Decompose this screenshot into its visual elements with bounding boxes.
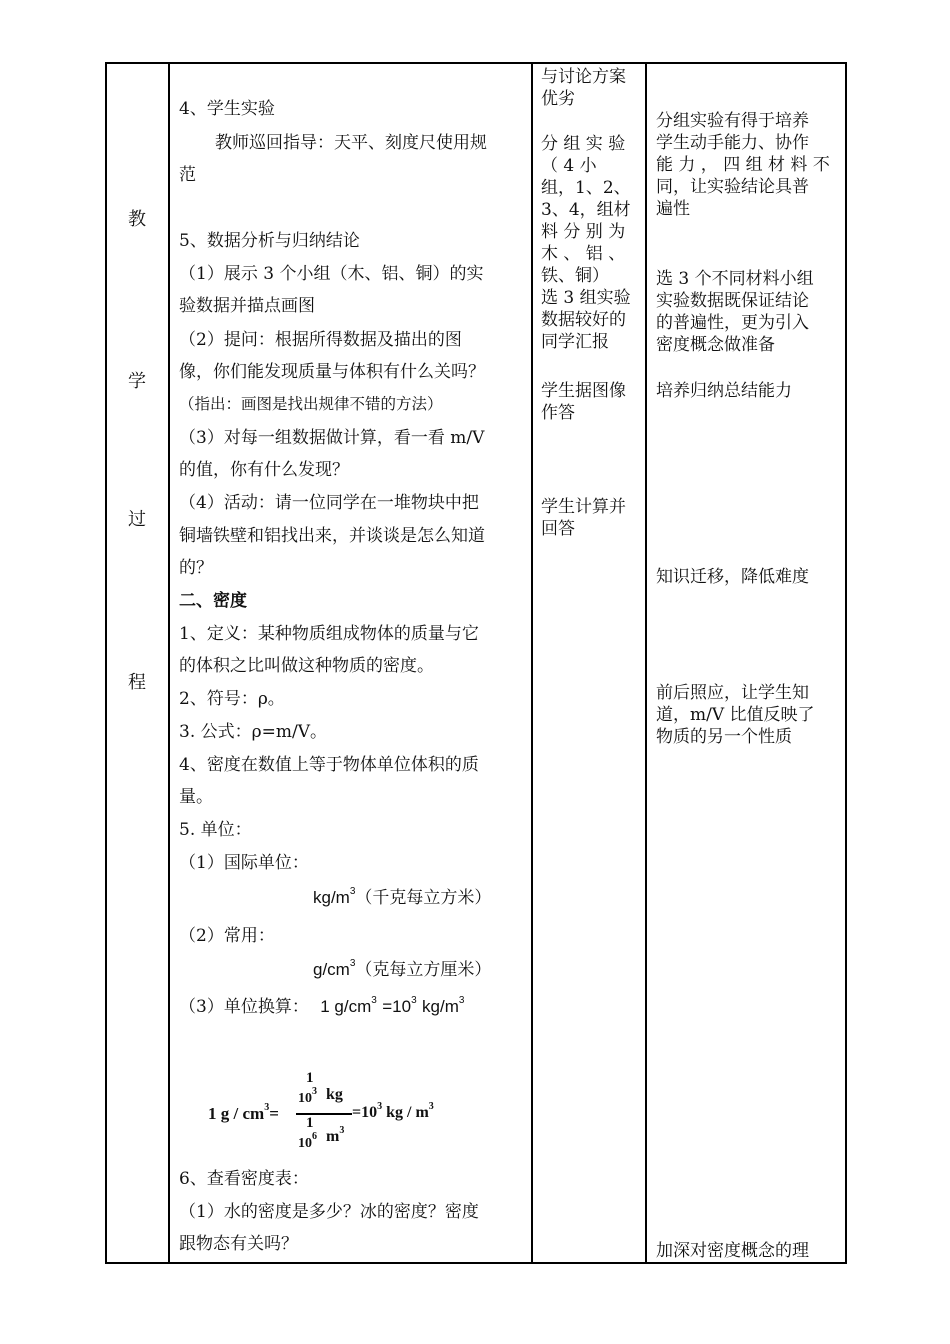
activity-line: 铁、铜） xyxy=(541,266,609,286)
content-line: 跟物态有关吗？ xyxy=(179,1234,298,1254)
unit-name: （克每立方厘米） xyxy=(355,960,492,980)
unit-name: （千克每立方米） xyxy=(355,888,492,908)
activity-line: 同学汇报 xyxy=(541,332,609,352)
fraction-bar xyxy=(296,1113,352,1115)
table-border-left xyxy=(105,62,107,1264)
content-line: 4、密度在数值上等于物体单位体积的质 xyxy=(179,755,479,775)
content-line: 教师巡回指导：天平、刻度尺使用规 xyxy=(215,133,487,153)
activity-line: 回答 xyxy=(541,519,575,539)
content-line: 的？ xyxy=(179,558,213,578)
formula-rhs-unit: kg / m xyxy=(382,1104,429,1121)
content-line: （2）提问：根据所得数据及描出的图 xyxy=(179,330,462,350)
content-note: （指出：画图是找出规律不错的方法） xyxy=(179,395,443,413)
table-border-bottom xyxy=(105,1262,846,1264)
activity-line: 作答 xyxy=(541,403,575,423)
section-label-char: 程 xyxy=(128,672,146,693)
activity-line: 学生据图像 xyxy=(541,381,626,401)
conversion-label: （3）单位换算： xyxy=(179,997,309,1017)
content-line: 范 xyxy=(179,165,196,185)
activity-line: 优劣 xyxy=(541,89,575,109)
intent-line: 的普遍性，更为引入 xyxy=(656,313,809,333)
content-line: 量。 xyxy=(179,787,213,807)
formula-equals: = xyxy=(352,1104,362,1121)
section-label-char: 过 xyxy=(128,509,146,530)
table-border-top xyxy=(105,62,846,64)
conversion-unit: kg/m xyxy=(422,997,459,1016)
table-divider-3 xyxy=(645,62,647,1264)
formula-lhs xyxy=(208,1104,279,1124)
conversion-exp: 3 xyxy=(371,995,377,1007)
content-line: 的体积之比叫做这种物质的密度。 xyxy=(179,656,434,676)
intent-line: 同，让实验结论具普 xyxy=(656,177,809,197)
content-line: 2、符号：ρ。 xyxy=(179,689,285,709)
activity-line: 3、4，组材 xyxy=(541,200,631,220)
content-line: 4、学生实验 xyxy=(179,99,275,119)
conversion-formula xyxy=(200,1070,460,1158)
unit-exponent: 3 xyxy=(349,886,356,898)
intent-line: 道，m/V 比值反映了 xyxy=(656,705,815,725)
formula-exp: 3 xyxy=(428,1100,434,1112)
conversion-eq: =10 xyxy=(382,997,412,1016)
section-label-char: 教 xyxy=(128,209,146,230)
conversion-lhs: 1 g/cm xyxy=(320,997,372,1016)
formula-exp: 3 xyxy=(339,1124,345,1136)
content-line: （3）对每一组数据做计算，看一看 m/V xyxy=(179,428,485,448)
content-line: （1）水的密度是多少？冰的密度？密度 xyxy=(179,1202,479,1222)
activity-line: （ 4 小 xyxy=(541,156,597,176)
content-line: 1、定义：某种物质组成物体的质量与它 xyxy=(179,624,479,644)
content-line: 的值，你有什么发现？ xyxy=(179,460,349,480)
formula-num-2 xyxy=(298,1086,317,1107)
content-line: 5. 单位： xyxy=(179,820,252,840)
intent-line: 选 3 个不同材料小组 xyxy=(656,269,814,289)
content-line: 3. 公式：ρ=m/V。 xyxy=(179,722,327,742)
formula-equals: = xyxy=(269,1104,279,1123)
activity-line: 数据较好的 xyxy=(541,310,626,330)
activity-line: 选 3 组实验 xyxy=(541,288,631,308)
content-line: （4）活动：请一位同学在一堆物块中把 xyxy=(179,493,479,513)
formula-exp: 3 xyxy=(377,1100,383,1112)
unit-si xyxy=(313,887,491,909)
activity-line: 组，1、2、 xyxy=(541,178,631,198)
formula-den-base: 10 xyxy=(298,1136,312,1151)
unit-common xyxy=(313,959,491,981)
formula-num-1: 1 xyxy=(306,1070,314,1086)
activity-line: 分 组 实 验 xyxy=(541,134,626,154)
formula-exp: 3 xyxy=(264,1102,270,1114)
intent-line: 前后照应，让学生知 xyxy=(656,683,809,703)
content-line: 5、数据分析与归纳结论 xyxy=(179,231,360,251)
content-line: （1）展示 3 个小组（木、铝、铜）的实 xyxy=(179,264,484,284)
intent-line: 学生动手能力、协作 xyxy=(656,133,809,153)
formula-exp: 3 xyxy=(312,1086,317,1098)
formula-exp: 6 xyxy=(312,1131,317,1143)
intent-line: 能 力 ， 四 组 材 料 不 xyxy=(656,155,830,175)
formula-den-2 xyxy=(298,1131,317,1152)
unit-conversion xyxy=(179,996,464,1018)
activity-line: 与讨论方案 xyxy=(541,67,626,87)
content-line: 像，你们能发现质量与体积有什么关吗？ xyxy=(179,362,485,382)
content-line: 6、查看密度表： xyxy=(179,1169,309,1189)
intent-line: 加深对密度概念的理 xyxy=(656,1241,809,1261)
intent-line: 遍性 xyxy=(656,199,690,219)
formula-lhs-text: 1 g / cm xyxy=(208,1104,265,1123)
intent-line: 培养归纳总结能力 xyxy=(656,381,792,401)
table-divider-1 xyxy=(168,62,170,1264)
activity-line: 木 、 铝 、 xyxy=(541,244,626,264)
intent-line: 分组实验有得于培养 xyxy=(656,111,809,131)
activity-line: 学生计算并 xyxy=(541,497,626,517)
unit-symbol: kg/m xyxy=(313,888,350,907)
formula-m3 xyxy=(326,1124,345,1146)
section-label-char: 学 xyxy=(128,371,146,392)
intent-line: 密度概念做准备 xyxy=(656,335,775,355)
intent-line: 知识迁移，降低难度 xyxy=(656,567,809,587)
content-line: 铜墙铁壁和铝找出来，并谈谈是怎么知道 xyxy=(179,526,485,546)
table-divider-2 xyxy=(531,62,533,1264)
intent-line: 实验数据既保证结论 xyxy=(656,291,809,311)
content-line: （2）常用： xyxy=(179,926,275,946)
formula-rhs xyxy=(352,1100,434,1122)
content-line: （1）国际单位： xyxy=(179,853,309,873)
formula-den-1: 1 xyxy=(306,1115,314,1131)
unit-symbol: g/cm xyxy=(313,960,350,979)
conversion-exp: 3 xyxy=(411,995,417,1007)
formula-kg: kg xyxy=(326,1086,343,1103)
content-line: 验数据并描点画图 xyxy=(179,296,315,316)
section-heading: 二、密度 xyxy=(179,591,247,611)
table-border-right xyxy=(845,62,847,1264)
formula-num-base: 10 xyxy=(298,1091,312,1106)
unit-exponent: 3 xyxy=(349,958,356,970)
formula-m-base: m xyxy=(326,1128,340,1145)
conversion-exp: 3 xyxy=(458,995,465,1007)
formula-rhs-base: 10 xyxy=(361,1104,378,1121)
intent-line: 物质的另一个性质 xyxy=(656,727,792,747)
activity-line: 料 分 别 为 xyxy=(541,222,626,242)
